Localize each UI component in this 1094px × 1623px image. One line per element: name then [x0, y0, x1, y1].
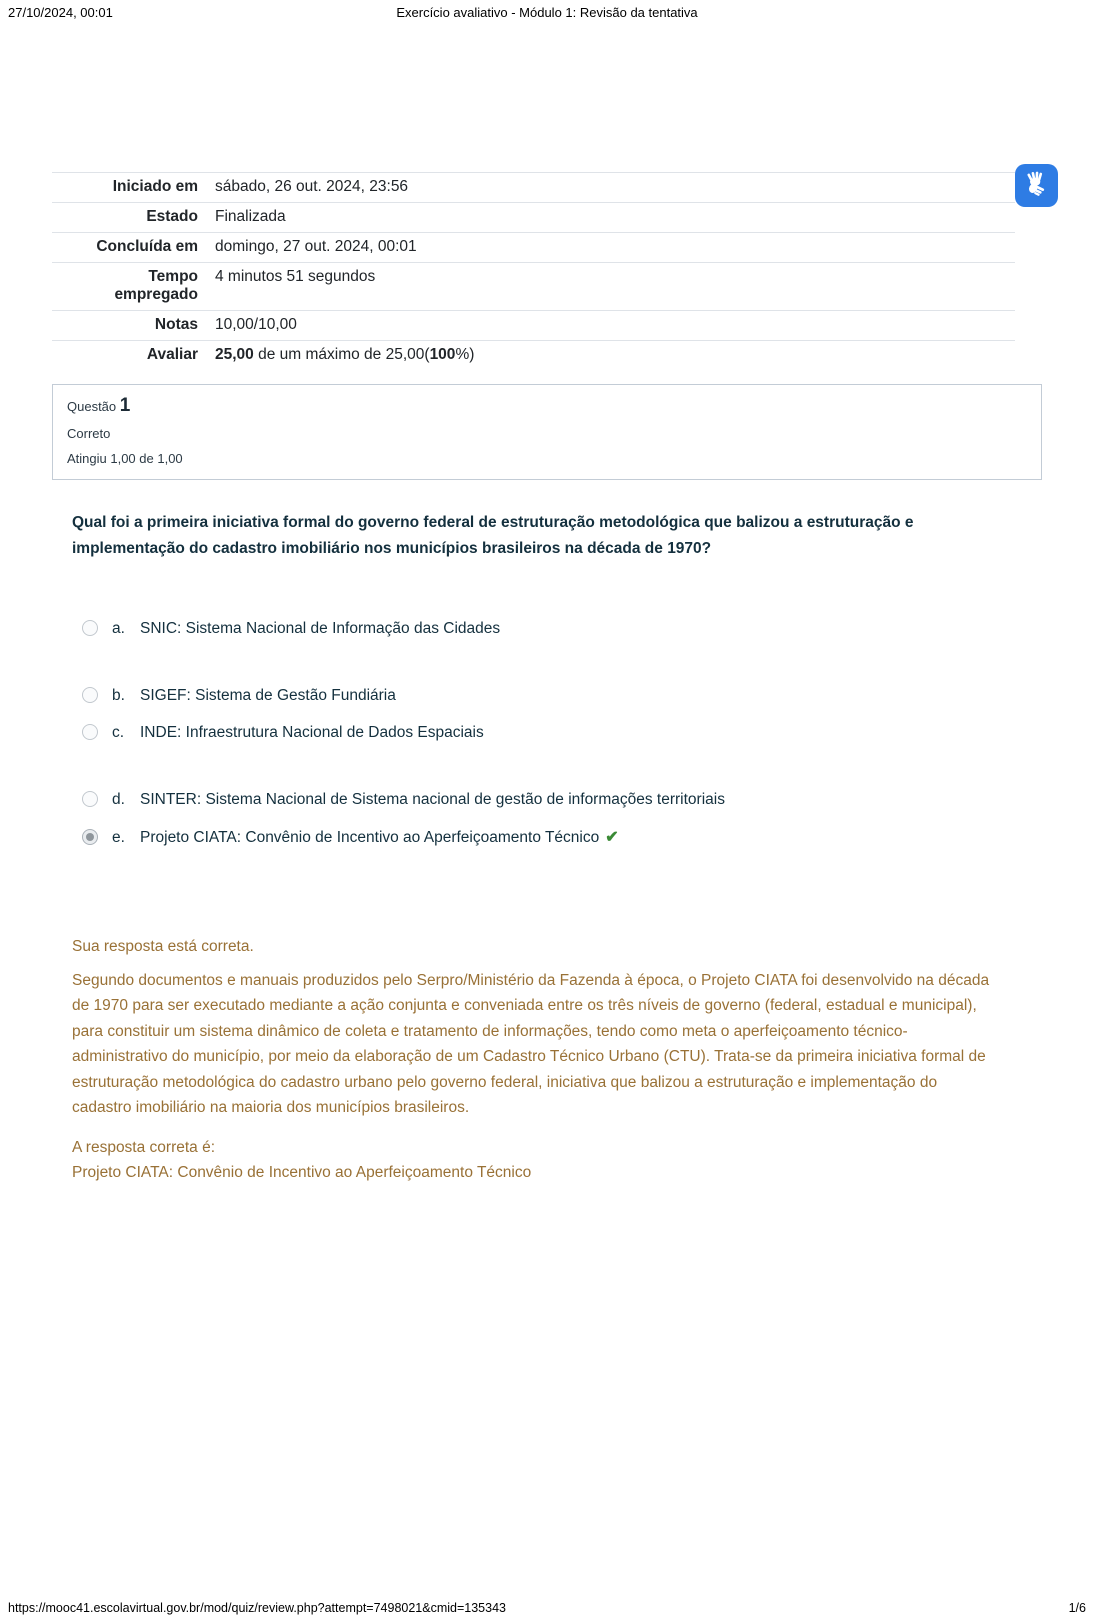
- summary-value: sábado, 26 out. 2024, 23:56: [215, 178, 409, 195]
- radio-option-c[interactable]: [82, 724, 98, 740]
- option-e-selected-correct[interactable]: [72, 827, 1022, 848]
- summary-row-time-taken: [52, 262, 1015, 310]
- feedback-verdict: Sua resposta está correta.: [72, 938, 254, 955]
- summary-label: Tempo empregado: [114, 268, 198, 303]
- page-number: 1/6: [1068, 1601, 1086, 1615]
- summary-label: Avaliar: [146, 346, 198, 363]
- summary-label: Estado: [146, 208, 198, 225]
- hand-talk-accessibility-button[interactable]: [1015, 164, 1058, 207]
- option-letter: d.: [112, 791, 125, 808]
- summary-value: 4 minutos 51 segundos: [215, 268, 376, 285]
- option-letter: e.: [112, 829, 125, 846]
- summary-label: Iniciado em: [112, 178, 198, 195]
- option-c[interactable]: [72, 722, 1022, 743]
- option-a[interactable]: [72, 618, 1022, 639]
- option-letter: a.: [112, 620, 125, 637]
- option-text: SNIC: Sistema Nacional de Informação das Cidades: [140, 620, 501, 637]
- grade-achieved: 25,00: [215, 346, 254, 363]
- right-answer-label: A resposta correta é:: [72, 1138, 216, 1156]
- summary-label: Notas: [154, 316, 198, 333]
- summary-value: domingo, 27 out. 2024, 00:01: [215, 238, 417, 255]
- correct-check-icon: ✔: [605, 829, 619, 846]
- hand-talk-icon: [1023, 171, 1050, 201]
- print-url: https://mooc41.escolavirtual.gov.br/mod/quiz/review.php?attempt=7498021&cmid=135343: [8, 1601, 506, 1615]
- right-answer-text: Projeto CIATA: Convênio de Incentivo ao Aperfeiçoamento Técnico: [72, 1164, 532, 1181]
- summary-value: 10,00/10,00: [215, 316, 297, 333]
- option-letter: b.: [112, 687, 125, 704]
- option-text: INDE: Infraestrutura Nacional de Dados Espaciais: [140, 724, 484, 741]
- summary-row-completed: [52, 232, 1015, 262]
- radio-option-d[interactable]: [82, 791, 98, 807]
- summary-row-marks: [52, 310, 1015, 340]
- radio-option-b[interactable]: [82, 687, 98, 703]
- summary-value: [198, 346, 1015, 364]
- question-grade: Atingiu 1,00 de 1,00: [67, 451, 183, 466]
- answer-options: [72, 618, 1022, 848]
- grade-percent: 100: [429, 346, 456, 363]
- question-feedback: [72, 934, 990, 1186]
- summary-row-state: [52, 202, 1015, 232]
- radio-option-a[interactable]: [82, 620, 98, 636]
- option-letter: c.: [112, 724, 125, 741]
- grade-end-text: %): [455, 346, 475, 363]
- summary-row-started: [52, 172, 1015, 202]
- print-datetime: 27/10/2024, 00:01: [8, 5, 113, 20]
- print-header: [8, 5, 1086, 21]
- summary-label: Concluída em: [96, 238, 198, 255]
- question-number: 1: [119, 395, 131, 416]
- question-state-badge: Correto: [67, 426, 111, 441]
- option-text: SINTER: Sistema Nacional de Sistema nacional de gestão de informações territoriais: [140, 791, 725, 808]
- option-d[interactable]: [72, 789, 1022, 810]
- page-title: Exercício avaliativo - Módulo 1: Revisão da tentativa: [396, 5, 698, 20]
- question-content: [72, 510, 1022, 1186]
- grade-mid-text: de um máximo de 25,00(: [253, 346, 430, 363]
- option-b[interactable]: [72, 685, 1022, 706]
- question-number-label: Questão: [67, 399, 120, 414]
- feedback-general: Segundo documentos e manuais produzidos pelo Serpro/Ministério da Fazenda à época, o Projeto CIATA foi desenvolvido na década de 1970 para ser executado mediante a ação conjunta e conveniada entre os três níveis de governo (federal, estadual e municipal), para constituir um sistema dinâmico de coleta e tratamento de informações, tendo como meta o aperfeiçoamento técnico-administrativo do município, por meio da elaboração de um Cadastro Técnico Urbano (CTU). Trata-se da primeira iniciativa formal de estruturação metodológica do cadastro urbano pelo governo federal, iniciativa que balizou a estruturação e implementação do cadastro imobiliário na maioria dos municípios brasileiros.: [72, 971, 990, 1116]
- question-text: Qual foi a primeira iniciativa formal do governo federal de estruturação metodológica que balizou a estruturação e implementação do cadastro imobiliário nos municípios brasileiros na década de 1970?: [72, 514, 914, 557]
- summary-value: Finalizada: [215, 208, 286, 225]
- radio-option-e[interactable]: [82, 829, 98, 845]
- attempt-summary-table: [52, 172, 1015, 370]
- print-footer: [8, 1601, 1086, 1617]
- option-text: SIGEF: Sistema de Gestão Fundiária: [140, 687, 396, 704]
- summary-row-grade: [52, 340, 1015, 370]
- option-text: Projeto CIATA: Convênio de Incentivo ao Aperfeiçoamento Técnico: [140, 829, 600, 846]
- question-info-box: [52, 384, 1042, 480]
